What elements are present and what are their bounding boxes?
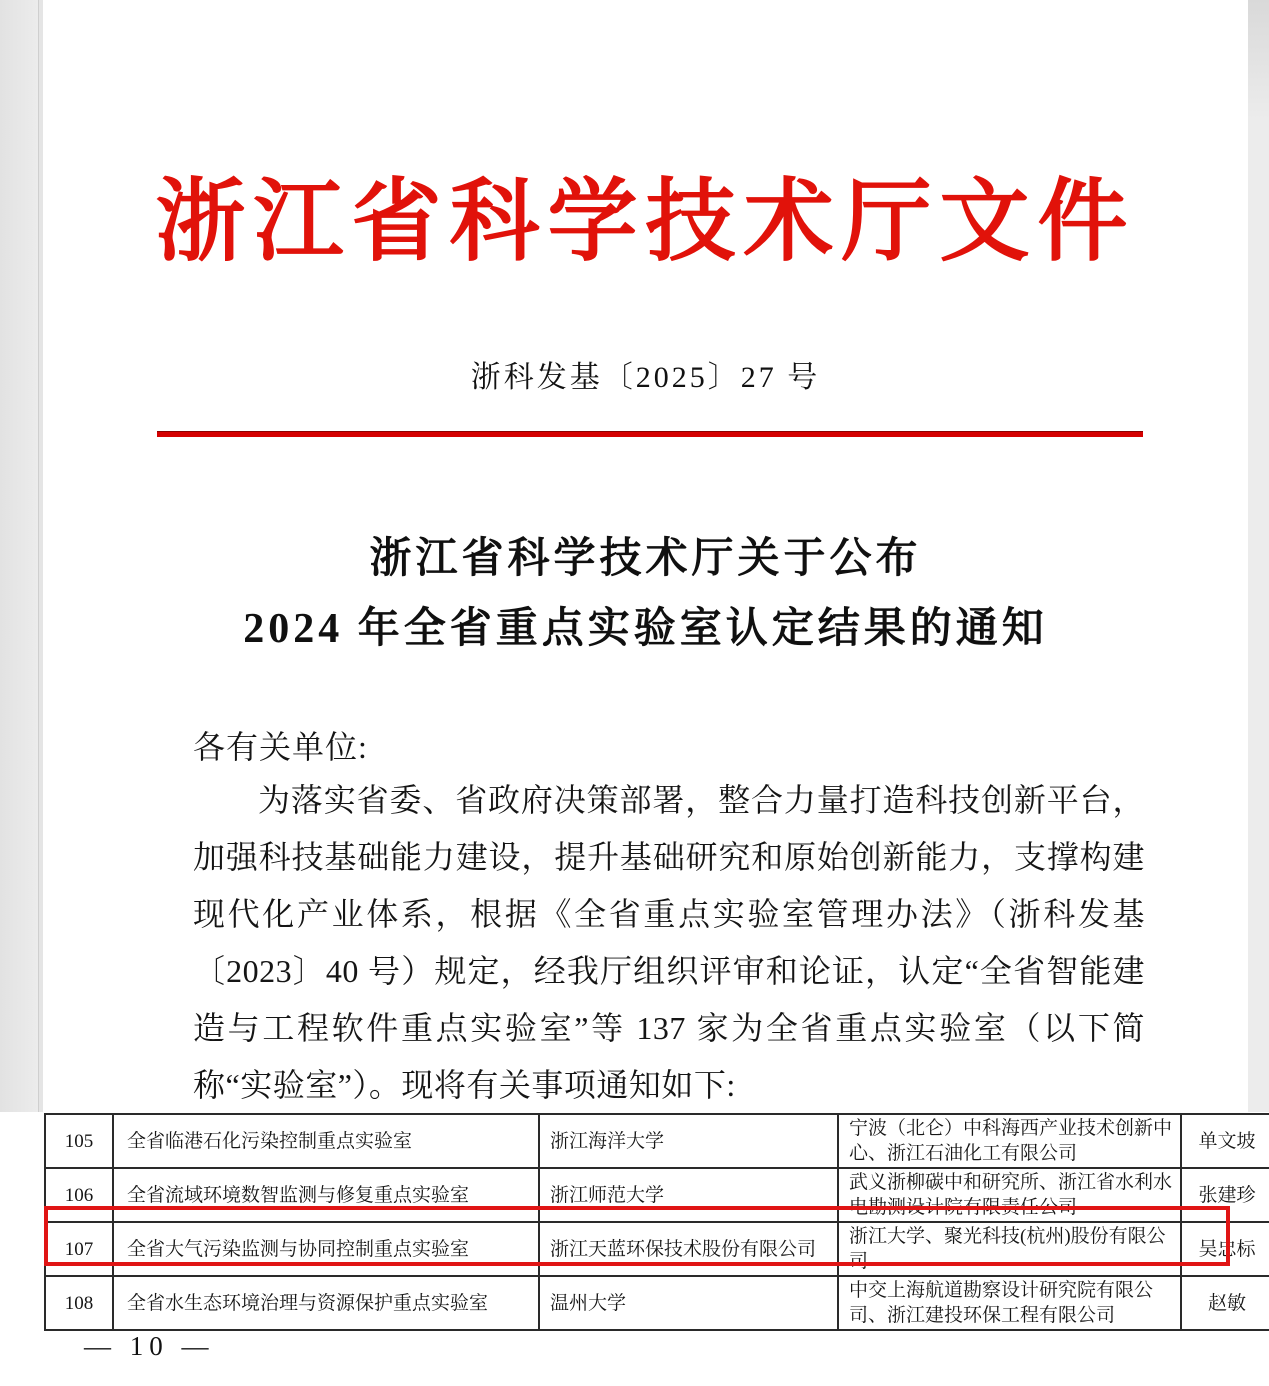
table-row-highlighted [45,1222,1269,1276]
document-number: 浙科发基〔2025〕27 号 [470,361,821,394]
director-cell: 张建珍 [1181,1168,1269,1222]
table-row [45,1114,1269,1168]
host-org-cell: 浙江师范大学 [539,1168,838,1222]
body-paragraph: 为落实省委、省政府决策部署，整合力量打造科技创新平台，加强科技基础能力建设，提升基础研究和原始创新能力，支撑构建现代化产业体系，根据《全省重点实验室管理办法》（浙科发基〔2023〕40 号）规定，经我厅组织评审和论证，认定“全省智能建造与工程软件重点实验室”等 137 家为全省重点实验室（以下简称“实验室”）。现将有关事项通知如下: [193,782,1145,1103]
host-org-cell: 浙江海洋大学 [539,1114,838,1168]
director-cell: 吴忠标 [1181,1222,1269,1276]
partner-org-cell: 浙江大学、聚光科技(杭州)股份有限公司 [838,1222,1181,1276]
lab-name-cell: 全省流域环境数智监测与修复重点实验室 [113,1168,539,1222]
row-number-cell: 106 [45,1168,113,1222]
table-row [45,1168,1269,1222]
partner-org-cell: 宁波（北仑）中科海西产业技术创新中心、浙江石油化工有限公司 [838,1114,1181,1168]
row-number-cell: 107 [45,1222,113,1276]
notice-title-line1: 浙江省科学技术厅关于公布 [369,536,922,582]
viewer-right-margin [1247,0,1269,1112]
salutation: 各有关单位: [193,729,368,765]
host-org-cell: 浙江天蓝环保技术股份有限公司 [539,1222,838,1276]
red-divider-rule [157,431,1143,437]
table-row [45,1276,1269,1330]
lab-name-cell: 全省大气污染监测与协同控制重点实验室 [113,1222,539,1276]
lab-name-cell: 全省临港石化污染控制重点实验室 [113,1114,539,1168]
notice-title-line2: 2024 年全省重点实验室认定结果的通知 [243,606,1048,652]
row-number-cell: 105 [45,1114,113,1168]
partner-org-cell: 武义浙柳碳中和研究所、浙江省水利水电勘测设计院有限责任公司 [838,1168,1181,1222]
results-table-section [0,1112,1269,1386]
director-cell: 单文坡 [1181,1114,1269,1168]
partner-org-cell: 中交上海航道勘察设计研究院有限公司、浙江建投环保工程有限公司 [838,1276,1181,1330]
results-table [44,1113,1269,1331]
document-page [43,0,1248,1112]
director-cell: 赵敏 [1181,1276,1269,1330]
page-number: — 10 — [84,1331,215,1361]
document-header-title: 浙江省科学技术厅文件 [155,173,1136,272]
viewer-left-margin [0,0,39,1112]
lab-name-cell: 全省水生态环境治理与资源保护重点实验室 [113,1276,539,1330]
host-org-cell: 温州大学 [539,1276,838,1330]
row-number-cell: 108 [45,1276,113,1330]
